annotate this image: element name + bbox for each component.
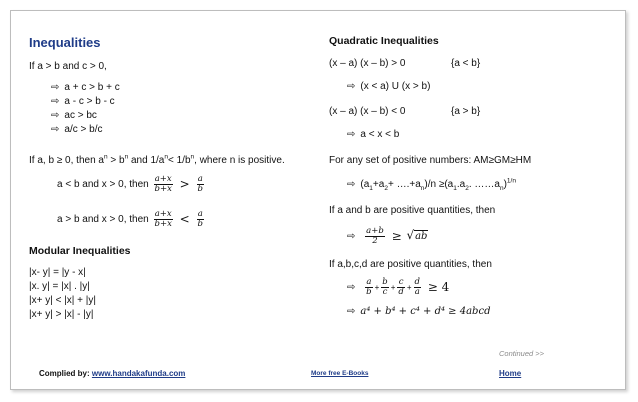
positive-abcd-statement: If a,b,c,d are positive quantities, then — [329, 259, 492, 270]
fraction: $\frac{a}{b}$ — [366, 277, 372, 297]
inequalities-title: Inequalities — [29, 35, 101, 50]
powers-rule: If a, b ≥ 0, then $a^n > b^n$ and $1/a^n< 1/b^n$, where n is positive. — [29, 153, 285, 166]
fraction: $\frac{a+b}{2}$ — [366, 226, 384, 246]
fraction: $\frac{b}{c}$ — [382, 277, 388, 297]
footer-credit — [39, 369, 185, 378]
am-gm-formula: ⇨ ($a_1+a_2+$ $\dots.+a_n)/n \ge(a_1.a_2$. $\dots\dots a_n)^{1/n}$ — [347, 177, 516, 192]
arrow-icon: ⇨ — [51, 96, 60, 107]
quadratic-title: Quadratic Inequalities — [329, 35, 439, 47]
site-link[interactable]: www.handakafunda.com — [91, 369, 186, 378]
am-gm-hm-statement: For any set of positive numbers: AM≥GM≥HM — [329, 155, 532, 166]
fraction: $\frac{a+x}{b+x}$ — [154, 174, 172, 194]
quartic-formula: ⇨ a⁴ + b⁴ + c⁴ + d⁴ ≥ 4abcd — [347, 306, 491, 317]
more-ebooks-link[interactable]: More free E-Books — [311, 370, 369, 377]
quadratic-condition-1: {a < b} — [451, 58, 481, 69]
fraction: $\frac{a}{b}$ — [197, 209, 203, 229]
fraction: $\frac{a+x}{b+x}$ — [154, 209, 172, 229]
fraction: $\frac{c}{d}$ — [398, 277, 404, 297]
home-link[interactable]: Home — [499, 369, 522, 378]
cyclic-sum-formula: ⇨ $\frac{a}{b}$ + $\frac{b}{c}$ + $\frac{c}{d}$ + $\frac{d}{a}$ ≥ 4 — [347, 277, 450, 297]
intro-text: If a > b and c > 0, — [29, 61, 107, 72]
fraction: $\frac{a}{b}$ — [197, 174, 203, 194]
modular-title: Modular Inequalities — [29, 245, 131, 257]
arrow-icon: ⇨ — [51, 82, 60, 93]
modular-item: |x- y| = |y - x| — [29, 267, 86, 278]
modular-item: |x+ y| > |x| - |y| — [29, 309, 94, 320]
arrow-icon: ⇨ — [51, 110, 60, 121]
quadratic-case-2: (x – a) (x – b) < 0 — [329, 106, 406, 117]
sqrt-symbol: √ — [406, 228, 415, 243]
positive-ab-statement: If a and b are positive quantities, then — [329, 205, 496, 216]
arrow-icon: ⇨ — [347, 81, 356, 92]
bullet-item: ⇨ a + c > b + c — [51, 82, 120, 93]
am-gm-two-formula: ⇨ $\frac{a+b}{2}$ ≥ √ab — [347, 226, 428, 246]
arrow-icon: ⇨ — [347, 231, 356, 243]
quadratic-condition-2: {a > b} — [451, 106, 481, 117]
bullet-item: ⇨ a/c > b/c — [51, 124, 103, 135]
arrow-icon: ⇨ — [347, 129, 356, 140]
continued-label: Continued >> — [499, 349, 545, 358]
arrow-icon: ⇨ — [347, 179, 356, 190]
fraction-rule-1: a < b and x > 0, then $\frac{a+x}{b+x}$ > $\frac{a}{b}$ — [57, 174, 203, 194]
quadratic-result-1: ⇨ (x < a) U (x > b) — [347, 81, 431, 92]
fraction: $\frac{d}{a}$ — [414, 277, 420, 297]
arrow-icon: ⇨ — [347, 306, 356, 317]
bullet-item: ⇨ ac > bc — [51, 110, 97, 121]
complied-label: Complied by: — [39, 369, 90, 378]
bullet-item: ⇨ a - c > b - c — [51, 96, 115, 107]
quadratic-result-2: ⇨ a < x < b — [347, 129, 400, 140]
quadratic-case-1: (x – a) (x – b) > 0 — [329, 58, 406, 69]
modular-item: |x+ y| < |x| + |y| — [29, 295, 96, 306]
modular-item: |x. y| = |x| . |y| — [29, 281, 90, 292]
arrow-icon: ⇨ — [51, 124, 60, 135]
fraction-rule-2: a > b and x > 0, then $\frac{a+x}{b+x}$ < $\frac{a}{b}$ — [57, 209, 203, 229]
arrow-icon: ⇨ — [347, 282, 356, 294]
document-page — [10, 10, 626, 390]
